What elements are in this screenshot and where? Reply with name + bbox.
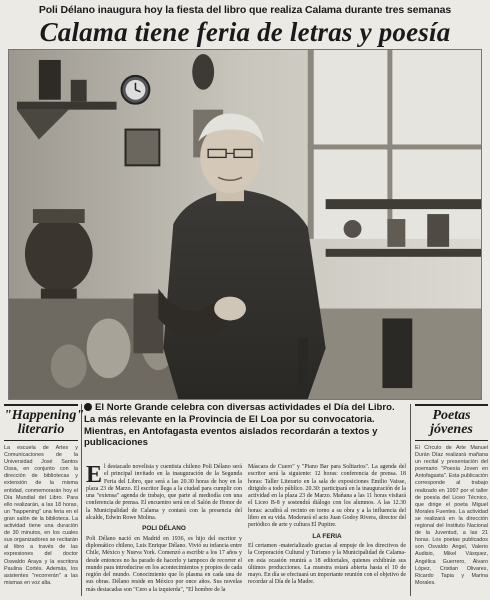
sidebar-poetas-text: El Círculo de Arte Manuel Durán Díaz realizará mañana un recital y presentación del poemario "Poesía Joven en Antofagasta". Esta publicación corresponde al trabajo realizado en 1997 por el taller de poesía del Liceo Técnico, que dirige el poeta Miguel Morales Fuentes. La actividad se realizará en la dirección regional del Instituto Nacional de la Juventud, a las 21 horas. Los poetas publicados son Osvaldo Angel, Valerio Audisio, Mikel Vásquez, Angélica Guerrero, Álvaro López, Cristian Olivares, Ricardo Tapia y Marina Morales. <box>415 445 488 586</box>
col2-rest-text: El certamen -materializado gracias al empuje de los directivos de la Corporación Cultural y Turismo y la Municipalidad de Calama- en esta ocasión reunirá a 18 editoriales, quienes exhibirán sus últimos producciones. La muestra estará abierta hasta el 10 de mayo. En día se efectuará un importante reunión con el objetivo de recordar al Día de la Madre. <box>248 542 407 586</box>
article-lede <box>84 402 404 462</box>
col2-intro-text: Máscara de Cuero" y "Piano Bar para Solitarios". La agenda del escritor será la siguiente: 12 horas: conferencia de prensa. 18 horas: Taller Literario en la sala de exposiciones Emilio Vaisse, dirigido a todo público. 20.30: participará en la inauguración de la actividad en la plaza 23 de Marzo. Mañana a las 11 horas visitará el Liceo B-8 y sostendrá diálogo con los alumnos. A las 12.30 horas: acudirá al recinto en torno a su obra y a la influencia del libro en su vida. Moderará el acto Juan Godoy Rivera, director del periódico de arte y cultura El Pupitre. <box>248 464 406 529</box>
sidebar-happening <box>4 404 85 596</box>
bullet-icon <box>84 403 92 411</box>
sidebar-happening-text: La escuela de Artes y Comunicaciones de la Universidad José Santos Ossa, en conjunto con la dirección de bibliotecas y extensión de la misma entidad, conmemorarán hoy el Día Mundial del Libro. Para ello realizarán, a las 18 horas, un "happening" una feria en el gran salón de la biblioteca. La actividad tiene una duración de 30 minutos, en los cuales sus organizadores se recitarán al libro a través de las expresiones del doctor Oswaldo Araya y la escritora Paulina Cortés. Además, los asistentes "recorrerán" a las mismas en voz alta. <box>4 445 78 586</box>
subhead-poli-delano: POLI DÉLANO <box>142 525 186 533</box>
article-kicker: Poli Délano inaugura hoy la fiesta del libro que realiza Calama durante tres semanas <box>38 4 452 16</box>
article-photo <box>8 49 482 400</box>
body-column-2 <box>248 464 406 598</box>
col1-intro-text: l destacado novelista y cuentista chileno Poli Délano será el principal invitado en la inauguración de la Segunda Feria del Libro, que será a las 20.30 horas de hoy en la plaza 23 de Marzo. El escritor llega a la ciudad para cumplir con una "extensa" agenda de trabajo, que parte al mediodía con una conferencia de prensa. El encuentro será en el Salón de Honor de la Municipalidad de Calama y contará con la presencia del alcalde, Edwin Rowe Molina. <box>86 464 242 522</box>
sidebar-poetas <box>410 404 488 596</box>
sidebar-poetas-title: Poetas jóvenes <box>415 404 488 441</box>
dropcap: E <box>86 462 103 488</box>
col1-rest-text: Poli Délano nació en Madrid en 1936, es hijo del escritor y diplomático chileno, Luis Enrique Délano. Vivió su infancia entre Chile, México y Nueva York. Comenzó a escribir a los 17 años y desde entonces no ha parado de hacerlo y tampoco de recorrer el mundo para introducirse en los acontecimientos y propios de cada región del mundo. Conocimiento que lo plasma en cada una de sus obras. Délano reside en México por once años. Sus novelas más destacadas son "Cero a la izquierda", "El hombre de la <box>86 535 242 593</box>
subhead-la-feria: LA FERIA <box>312 532 342 540</box>
sidebar-happening-title: "Happening" literario <box>4 404 78 441</box>
photo-man-seated-icon <box>9 50 481 399</box>
article-headline: Calama tiene feria de letras y poesía <box>39 17 451 47</box>
lede-text: El Norte Grande celebra con diversas actividades el Día del Libro. La más relevante en la Provincia de El Loa por su convocatoria. Mientras, en Antofagasta eventos aislados recordarán a textos y publicaciones <box>84 402 395 449</box>
body-column-1 <box>86 464 242 598</box>
